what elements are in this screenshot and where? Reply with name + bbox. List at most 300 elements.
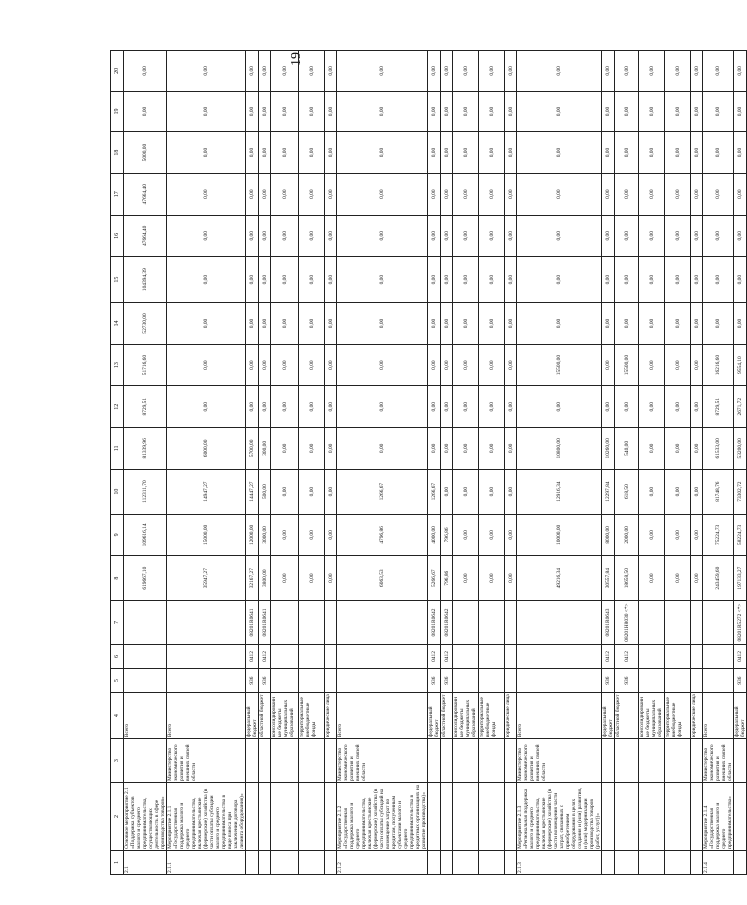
value-cell: 0,00 [453,215,479,257]
value-cell: 12916,34 [517,469,602,514]
text-cell [246,782,259,850]
value-cell: 0,00 [691,215,703,257]
value-cell: 08201R0641 [259,601,271,645]
text-cell: Всего [167,693,246,739]
value-cell [167,644,246,668]
text-cell [639,850,665,874]
value-cell: 53200,00 [734,428,747,470]
value-cell: 0,00 [517,173,602,215]
table-row [665,51,691,875]
value-cell: 4000,00 [428,514,441,556]
value-cell: 0,00 [259,386,271,428]
value-cell: 0412 [441,644,453,668]
text-cell [299,850,325,874]
value-cell: 0412 [734,644,747,668]
value-cell: 0,00 [517,51,602,92]
value-cell [505,601,517,645]
value-cell: 0412 [246,644,259,668]
table-row [639,51,665,875]
text-cell: федеральный бюджет [246,693,259,739]
text-cell [479,739,505,783]
value-cell: 0,00 [325,469,337,514]
value-cell: 0,00 [299,514,325,556]
column-header: 17 [111,173,124,215]
value-cell: 0,00 [505,173,517,215]
value-cell: 35947,27 [167,556,246,601]
value-cell [691,601,703,645]
text-cell [691,739,703,783]
value-cell: 0,00 [325,344,337,386]
value-cell: 0,00 [124,91,167,132]
text-cell [691,850,703,874]
value-cell: 0,00 [259,215,271,257]
value-cell: 0,00 [325,556,337,601]
text-cell [665,850,691,874]
value-cell: 3800,00 [259,556,271,601]
value-cell: 0,00 [639,173,665,215]
value-cell: 0,00 [167,51,246,92]
text-cell [259,739,271,783]
value-cell: 0,00 [505,386,517,428]
value-cell: 0,00 [479,386,505,428]
value-cell: 0,00 [734,173,747,215]
value-cell: 0,00 [441,215,453,257]
column-header: 10 [111,469,124,514]
value-cell [517,601,602,645]
value-cell: 2000,00 [615,514,639,556]
text-cell [124,739,167,783]
value-cell: 0,00 [337,215,428,257]
text-cell [271,782,299,850]
value-cell: 15000,00 [167,514,246,556]
text-cell [271,739,299,783]
value-cell: 0,00 [615,132,639,174]
text-cell: Министерство экономического развития и внешних связей области [167,739,246,783]
value-cell: 0,00 [734,215,747,257]
value-cell: 0,00 [453,132,479,174]
value-cell: 0,00 [441,132,453,174]
value-cell: 0,00 [325,257,337,303]
value-cell: 0,00 [428,257,441,303]
value-cell: 0,00 [505,215,517,257]
text-cell [259,782,271,850]
value-cell: 6063,53 [337,556,428,601]
text-cell: консолидированные бюджеты муниципальных образований [271,693,299,739]
value-cell: 0,00 [615,51,639,92]
value-cell: 15500,00 [517,344,602,386]
value-cell [479,669,505,693]
value-cell: 0,00 [299,556,325,601]
value-cell: 0,00 [246,91,259,132]
value-cell: 0,00 [505,428,517,470]
value-cell: 49216,34 [517,556,602,601]
value-cell: 0,00 [337,303,428,345]
value-cell: 8000,00 [602,514,615,556]
value-cell: 0,00 [441,51,453,92]
value-cell: 0,00 [453,514,479,556]
value-cell: 936 [441,669,453,693]
value-cell: 0,00 [665,469,691,514]
value-cell [703,644,734,668]
value-cell: 0,00 [259,344,271,386]
page-number: 19 [289,52,304,66]
value-cell: 32167,27 [246,556,259,601]
value-cell: 12000,00 [246,514,259,556]
value-cell: 0,00 [665,173,691,215]
value-cell: 0,00 [703,257,734,303]
table-row [615,51,639,875]
value-cell: 109616,14 [124,514,167,556]
value-cell: 0,00 [441,428,453,470]
value-cell [337,601,428,645]
column-header: 3 [111,739,124,783]
value-cell: 0,00 [453,257,479,303]
table-row [441,51,453,875]
value-cell [124,601,167,645]
value-cell: 0,00 [325,132,337,174]
text-cell: Министерство экономического развития и внешних связей области [337,739,428,783]
value-cell: 0,00 [691,469,703,514]
value-cell: 0,00 [639,556,665,601]
value-cell: 0,00 [271,132,299,174]
text-cell [453,850,479,874]
text-cell [246,850,259,874]
value-cell [453,669,479,693]
value-cell: 0,00 [299,303,325,345]
value-cell: 0,00 [453,428,479,470]
value-cell: 936 [259,669,271,693]
text-cell [734,850,747,874]
text-cell [246,739,259,783]
column-header: 9 [111,514,124,556]
value-cell: 0,00 [703,132,734,174]
column-header: 11 [111,428,124,470]
table-row [124,51,167,875]
value-cell: 0,00 [639,469,665,514]
value-cell: 0,00 [734,132,747,174]
value-cell: 0,00 [703,51,734,92]
header-row [111,51,124,875]
value-cell: 0,00 [453,344,479,386]
table-row [246,51,259,875]
value-cell: 10800,00 [517,428,602,470]
value-cell [665,601,691,645]
value-cell: 5700,00 [246,428,259,470]
value-cell: 0,00 [299,173,325,215]
value-cell: 0,00 [167,91,246,132]
value-cell: 12297,84 [602,469,615,514]
value-cell: 0,00 [428,91,441,132]
value-cell: 0,00 [505,51,517,92]
value-cell: 0,00 [505,303,517,345]
text-cell [441,850,453,874]
value-cell: 0,00 [271,556,299,601]
value-cell [505,669,517,693]
value-cell: 0,00 [691,303,703,345]
value-cell: 15500,00 [615,344,639,386]
column-header: 18 [111,132,124,174]
value-cell: 0,00 [479,257,505,303]
value-cell: 1266,67 [337,469,428,514]
value-cell: 0,00 [167,303,246,345]
text-cell: федеральный бюджет [428,693,441,739]
value-cell: 0,00 [428,132,441,174]
value-cell: 0,00 [665,91,691,132]
value-cell: 0,00 [602,51,615,92]
value-cell: 112311,70 [124,469,167,514]
text-cell: 2.1.4 [703,850,734,874]
text-cell [271,850,299,874]
value-cell [299,669,325,693]
text-cell [615,850,639,874]
value-cell: 14947,27 [167,469,246,514]
value-cell: 0,00 [453,386,479,428]
value-cell: 0,00 [259,132,271,174]
value-cell: 0,00 [665,428,691,470]
value-cell: 5000,00 [124,132,167,174]
text-cell: территориальные внебюджетные фонды [299,693,325,739]
value-cell: 4796,86 [337,514,428,556]
rotated-table-page [110,50,746,875]
value-cell: 0,00 [639,344,665,386]
value-cell: 0,00 [505,514,517,556]
value-cell [299,644,325,668]
value-cell: 0,00 [734,51,747,92]
value-cell: 936 [602,669,615,693]
value-cell: 0,00 [271,469,299,514]
value-cell: 0,00 [167,215,246,257]
text-cell: Основное мероприятие 2.1 «Поддержка субъектов малого и среднего предпринимательства, осуществляющих деятельность в сфере производства товаров» [124,782,167,850]
value-cell: 0,00 [441,303,453,345]
column-header: 13 [111,344,124,386]
table-row [691,51,703,875]
value-cell [325,644,337,668]
value-cell: 0,00 [428,344,441,386]
text-cell: консолидированные бюджеты муниципальных образований [453,693,479,739]
text-cell [615,782,639,850]
value-cell: 0,00 [479,469,505,514]
value-cell: 0,00 [703,91,734,132]
value-cell: 243459,60 [703,556,734,601]
value-cell: 0,00 [665,132,691,174]
value-cell: 0,00 [325,386,337,428]
value-cell: 14447,27 [246,469,259,514]
value-cell [505,644,517,668]
value-cell: 0,00 [639,215,665,257]
value-cell: 0,00 [325,51,337,92]
text-cell [479,850,505,874]
value-cell: 08201Н8030 <*> [615,601,639,645]
value-cell: 73302,72 [734,469,747,514]
value-cell: 0,00 [167,344,246,386]
value-cell: 0,00 [479,556,505,601]
value-cell: 0,00 [479,303,505,345]
value-cell [703,601,734,645]
value-cell: 0,00 [505,469,517,514]
column-header: 19 [111,91,124,132]
value-cell: 197133,27 [734,556,747,601]
value-cell: 0,00 [703,215,734,257]
value-cell: 0,00 [299,257,325,303]
text-cell [734,782,747,850]
table-row [299,51,325,875]
value-cell: 0,00 [691,514,703,556]
text-cell [615,739,639,783]
text-cell [325,739,337,783]
value-cell: 0,00 [259,173,271,215]
value-cell: 0412 [602,644,615,668]
value-cell: 0,00 [428,215,441,257]
text-cell: 2.1.3 [517,850,602,874]
value-cell: 0,00 [325,173,337,215]
text-cell [665,739,691,783]
value-cell: 0,00 [665,257,691,303]
value-cell: 796,86 [441,514,453,556]
value-cell: 0,00 [299,91,325,132]
column-header: 15 [111,257,124,303]
value-cell: 0,00 [325,514,337,556]
text-cell: Министерство экономического развития и внешних связей области [703,739,734,783]
value-cell [691,644,703,668]
text-cell: юридические лица [325,693,337,739]
text-cell: Всего [124,693,167,739]
value-cell: 0,00 [734,303,747,345]
value-cell: 61533,00 [703,428,734,470]
value-cell: 0,00 [479,344,505,386]
value-cell: 104394,39 [124,257,167,303]
table-row [337,51,428,875]
text-cell [505,782,517,850]
value-cell: 0,00 [259,257,271,303]
value-cell: 0,00 [259,51,271,92]
value-cell: 0,00 [691,257,703,303]
text-cell: федеральный бюджет [602,693,615,739]
text-cell [602,782,615,850]
value-cell: 0412 [428,644,441,668]
value-cell: 0,00 [124,51,167,92]
value-cell: 0,00 [246,215,259,257]
value-cell: 0,00 [665,386,691,428]
value-cell: 0,00 [246,303,259,345]
text-cell: областной бюджет [615,693,639,739]
value-cell: 16216,60 [703,344,734,386]
value-cell: 0,00 [479,173,505,215]
table-row [734,51,747,875]
value-cell: 3000,00 [259,514,271,556]
column-header: 2 [111,782,124,850]
text-cell: Всего [703,693,734,739]
value-cell: 0,00 [615,215,639,257]
value-cell: 0,00 [453,469,479,514]
text-cell [479,782,505,850]
text-cell: территориальные внебюджетные фонды [479,693,505,739]
value-cell: 0,00 [325,303,337,345]
text-cell: консолидированные бюджеты муниципальных образований [639,693,665,739]
value-cell: 0,00 [665,344,691,386]
value-cell: 0,00 [246,132,259,174]
value-cell [271,601,299,645]
text-cell [639,739,665,783]
value-cell: 8729,51 [703,386,734,428]
value-cell: 0,00 [505,132,517,174]
value-cell: 0,00 [639,51,665,92]
value-cell: 0,00 [479,91,505,132]
text-cell [505,850,517,874]
value-cell: 0,00 [259,91,271,132]
value-cell: 0,00 [337,51,428,92]
value-cell [517,644,602,668]
value-cell: 0,00 [441,91,453,132]
value-cell: 0,00 [299,132,325,174]
value-cell: 0,00 [479,51,505,92]
value-cell [517,669,602,693]
text-cell: областной бюджет [441,693,453,739]
value-cell: 51716,60 [124,344,167,386]
value-cell: 300,00 [259,428,271,470]
value-cell: 0,00 [428,173,441,215]
value-cell: 0,00 [602,173,615,215]
value-cell: 0,00 [602,344,615,386]
value-cell: 30557,84 [602,556,615,601]
value-cell: 0,00 [517,386,602,428]
value-cell: 0,00 [271,215,299,257]
column-header: 5 [111,669,124,693]
value-cell: 0,00 [271,344,299,386]
value-cell: 0,00 [615,91,639,132]
value-cell: 0,00 [246,386,259,428]
value-cell [271,644,299,668]
text-cell: Мероприятие 2.1.4 «Государственная поддержка малого и среднего предпринимательства» [703,782,734,850]
table-row [167,51,246,875]
value-cell: 0,00 [517,132,602,174]
value-cell: 10260,00 [602,428,615,470]
value-cell: 0,00 [167,257,246,303]
value-cell: 10000,00 [517,514,602,556]
value-cell: 0,00 [602,386,615,428]
table-row [271,51,299,875]
value-cell: 75224,73 [703,514,734,556]
column-header: 8 [111,556,124,601]
value-cell: 0,00 [271,386,299,428]
value-cell: 6000,00 [167,428,246,470]
value-cell: 500,00 [259,469,271,514]
text-cell [441,782,453,850]
value-cell: 0,00 [615,173,639,215]
value-cell: 0,00 [479,514,505,556]
value-cell: 0,00 [615,257,639,303]
value-cell: 0,00 [428,303,441,345]
value-cell: 796,86 [441,556,453,601]
value-cell: 0,00 [479,215,505,257]
value-cell: 0,00 [639,257,665,303]
value-cell: 0,00 [441,344,453,386]
value-cell: 0,00 [517,91,602,132]
value-cell: 0,00 [703,303,734,345]
value-cell: 0,00 [479,132,505,174]
value-cell: 0,00 [441,257,453,303]
value-cell: 47664,40 [124,215,167,257]
value-cell: 0,00 [615,303,639,345]
column-header: 16 [111,215,124,257]
value-cell [325,601,337,645]
value-cell: 1266,67 [428,469,441,514]
value-cell: 0,00 [167,173,246,215]
value-cell: 0,00 [299,469,325,514]
text-cell: Всего [517,693,602,739]
value-cell [271,669,299,693]
value-cell: 2671,72 [734,386,747,428]
text-cell: Мероприятие 2.1.2 «Государственная поддержка малого и среднего предпринимательства, включая крестьянские (фермерские) хозяйства (в части оплаты субсидий на возмещение затрат по кредитам, полученным субъектами малого и среднего предпринимательства в кредитных организациях на развитие производства)» [337,782,428,850]
